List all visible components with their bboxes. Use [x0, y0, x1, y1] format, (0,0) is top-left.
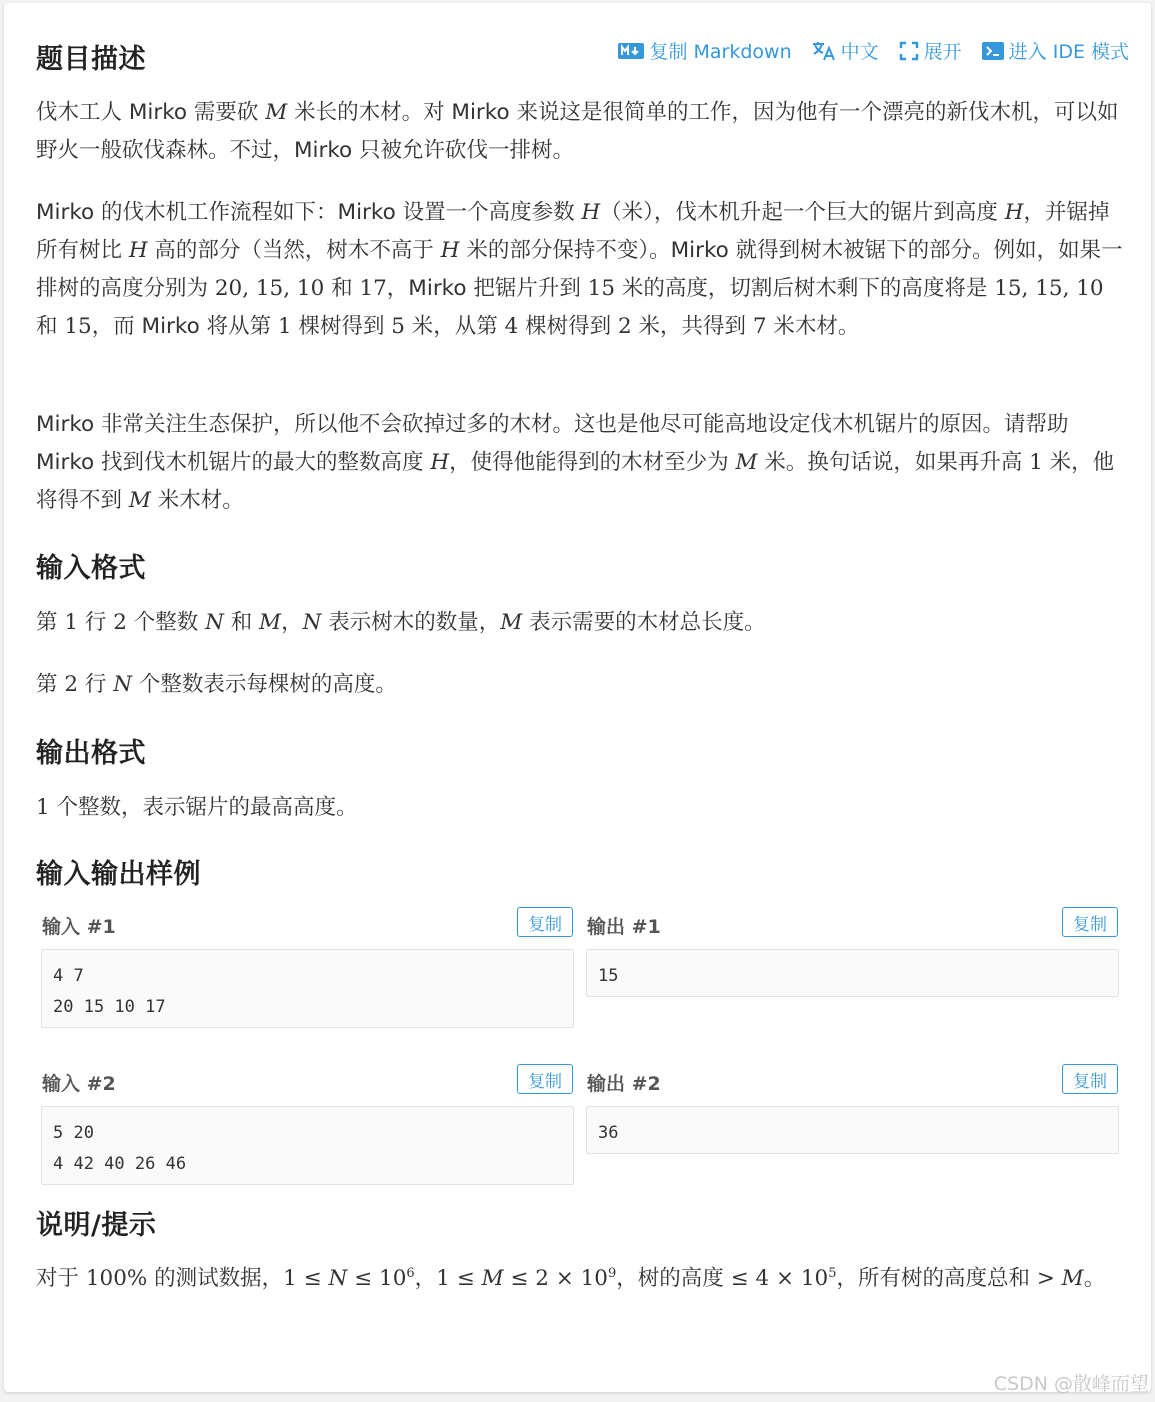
text: 对于	[36, 1266, 86, 1291]
math-var: H	[1004, 200, 1024, 225]
text: 棵树得到	[518, 314, 618, 339]
math-num: >	[1036, 1266, 1062, 1291]
text: 和	[223, 610, 260, 635]
text: 表示树木的数量，	[321, 610, 501, 635]
math-num: 1	[277, 314, 292, 339]
math-num: 5	[391, 314, 405, 339]
math-num: 1	[64, 610, 79, 635]
text: 米，共得到	[631, 314, 753, 339]
text: 米木材。	[766, 314, 860, 339]
description-p2	[36, 194, 1123, 346]
sample-input-label: 输入 #1	[42, 916, 116, 938]
input-format-line1	[36, 604, 1123, 642]
expand-button[interactable]	[899, 37, 962, 64]
math-num: 15	[64, 314, 92, 339]
math-exponent: 9	[607, 1265, 617, 1281]
math-num: 1	[36, 795, 50, 820]
math-num: 1 ≤	[436, 1266, 482, 1291]
text: ，树的高度	[616, 1266, 731, 1291]
output-format-heading: 输出格式	[36, 738, 146, 769]
markdown-icon	[618, 42, 644, 60]
text: 米，从第	[404, 314, 505, 339]
math-var: N	[205, 610, 224, 635]
ide-mode-label: 进入 IDE 模式	[1008, 41, 1129, 63]
math-num: 17	[359, 276, 387, 301]
text: ，Mirko 把锯片升到	[386, 276, 588, 301]
text: 米。换句话说，如果再升高	[757, 450, 1030, 475]
math-var: M	[735, 450, 758, 475]
description-heading: 题目描述	[36, 44, 146, 75]
math-var: M	[481, 1266, 504, 1291]
math-num: 100%	[85, 1266, 148, 1291]
text: ，	[281, 610, 303, 635]
terminal-icon	[982, 42, 1004, 60]
math-var: M	[1061, 1266, 1084, 1291]
math-num: 2	[113, 610, 127, 635]
input-format-line2	[36, 666, 1123, 704]
math-var: H	[581, 200, 601, 225]
language-label: 中文	[840, 41, 879, 63]
text: ，所有树的高度总和	[836, 1266, 1037, 1291]
math-num: 20, 15, 10	[214, 276, 325, 301]
text: 棵树得到	[291, 314, 392, 339]
math-num: 2	[64, 672, 79, 697]
math-var: N	[113, 672, 133, 697]
text: 米的高度，切割后树木剩下的高度将是	[615, 276, 995, 301]
math-num: 1	[1029, 450, 1043, 475]
text: 个整数表示每棵树的高度。	[132, 672, 397, 697]
description-p3	[36, 406, 1123, 520]
copy-output-2-button[interactable]: 复制	[1062, 1064, 1118, 1094]
text: 行	[78, 610, 114, 635]
text: Mirko 的伐木机工作流程如下：Mirko 设置一个高度参数	[36, 200, 582, 225]
expand-label: 展开	[923, 41, 962, 63]
text: 表示需要的木材总长度。	[522, 610, 766, 635]
text: ，而 Mirko 将从第	[91, 314, 278, 339]
text: 高的部分（当然，树木不高于	[147, 238, 441, 263]
sample-output-1[interactable]: 15	[586, 949, 1119, 997]
text: 米，他将得不到	[36, 450, 1115, 513]
text: 行	[78, 672, 114, 697]
text: 。	[1083, 1266, 1106, 1291]
text: ，并锯掉所有树比	[36, 200, 1110, 263]
math-var: H	[128, 238, 148, 263]
sample-output-label: 输出 #2	[587, 1073, 661, 1095]
watermark: CSDN @散峰而望	[993, 1373, 1149, 1395]
math-num: 7	[752, 314, 767, 339]
copy-input-2-button[interactable]: 复制	[517, 1064, 573, 1094]
text: 的测试数据，	[147, 1266, 284, 1291]
text: Mirko 非常关注生态保护，所以他不会砍掉过多的木材。这也是他尽可能高地设定伐木机锯片的原因。请帮助 Mirko 找到伐木机锯片的最大的整数高度	[36, 412, 1069, 475]
samples-heading: 输入输出样例	[36, 859, 201, 890]
ide-mode-button[interactable]	[982, 37, 1129, 64]
text: 个整数	[126, 610, 206, 635]
copy-input-1-button[interactable]: 复制	[517, 907, 573, 937]
text: 米木材。	[150, 488, 244, 513]
hint-text	[36, 1260, 1123, 1298]
problem-toolbar	[618, 37, 1129, 64]
text: （米），伐木机升起一个巨大的锯片到高度	[600, 200, 1005, 225]
text: 米的部分保持不变）。Mirko 就得到树木被锯下的部分。例如，如果一排树的高度分别为	[36, 238, 1123, 301]
copy-markdown-button[interactable]	[618, 37, 791, 64]
text: 第	[36, 672, 65, 697]
sample-input-label: 输入 #2	[42, 1073, 116, 1095]
hint-heading: 说明/提示	[36, 1210, 157, 1241]
text: ，	[414, 1266, 437, 1291]
math-num: ≤ 4 × 10	[730, 1266, 829, 1291]
description-p1	[36, 94, 1123, 170]
math-num: 4	[504, 314, 519, 339]
math-var: H	[430, 450, 450, 475]
math-num: ≤ 10	[347, 1266, 407, 1291]
math-num: 15	[587, 276, 616, 301]
math-exponent: 5	[828, 1265, 837, 1281]
math-var: N	[302, 610, 322, 635]
translate-icon	[812, 40, 836, 62]
math-var: M	[265, 100, 288, 125]
math-num: 1 ≤	[283, 1266, 329, 1291]
sample-input-2[interactable]: 5 20 4 42 40 26 46	[41, 1106, 574, 1185]
copy-markdown-label: 复制 Markdown	[649, 41, 792, 63]
math-num: 2	[618, 314, 632, 339]
expand-icon	[899, 41, 919, 61]
math-var: M	[500, 610, 523, 635]
output-format-line1	[36, 789, 1123, 827]
language-button[interactable]	[812, 37, 879, 64]
math-num: ≤ 2 × 10	[503, 1266, 608, 1291]
text: 第	[36, 610, 65, 635]
math-num: 15, 15, 10	[994, 276, 1104, 301]
math-exponent: 6	[406, 1265, 415, 1281]
sample-input-1[interactable]: 4 7 20 15 10 17	[41, 949, 574, 1028]
math-var: M	[128, 488, 151, 513]
text: 伐木工人 Mirko 需要砍	[36, 100, 266, 125]
text: 米长的木材。对 Mirko 来说这是很简单的工作，因为他有一个漂亮的新伐木机，可以如野火一般砍伐森林。不过，Mirko 只被允许砍伐一排树。	[36, 100, 1119, 163]
text: 和	[36, 314, 65, 339]
math-var: H	[440, 238, 460, 263]
copy-output-1-button[interactable]: 复制	[1062, 907, 1118, 937]
text: 个整数，表示锯片的最高高度。	[49, 795, 358, 820]
math-var: M	[259, 610, 282, 635]
sample-output-label: 输出 #1	[587, 916, 661, 938]
sample-output-2[interactable]: 36	[586, 1106, 1119, 1154]
math-var: N	[328, 1266, 348, 1291]
text: 和	[324, 276, 360, 301]
problem-card	[4, 3, 1151, 1392]
text: ，使得他能得到的木材至少为	[449, 450, 736, 475]
input-format-heading: 输入格式	[36, 553, 146, 584]
